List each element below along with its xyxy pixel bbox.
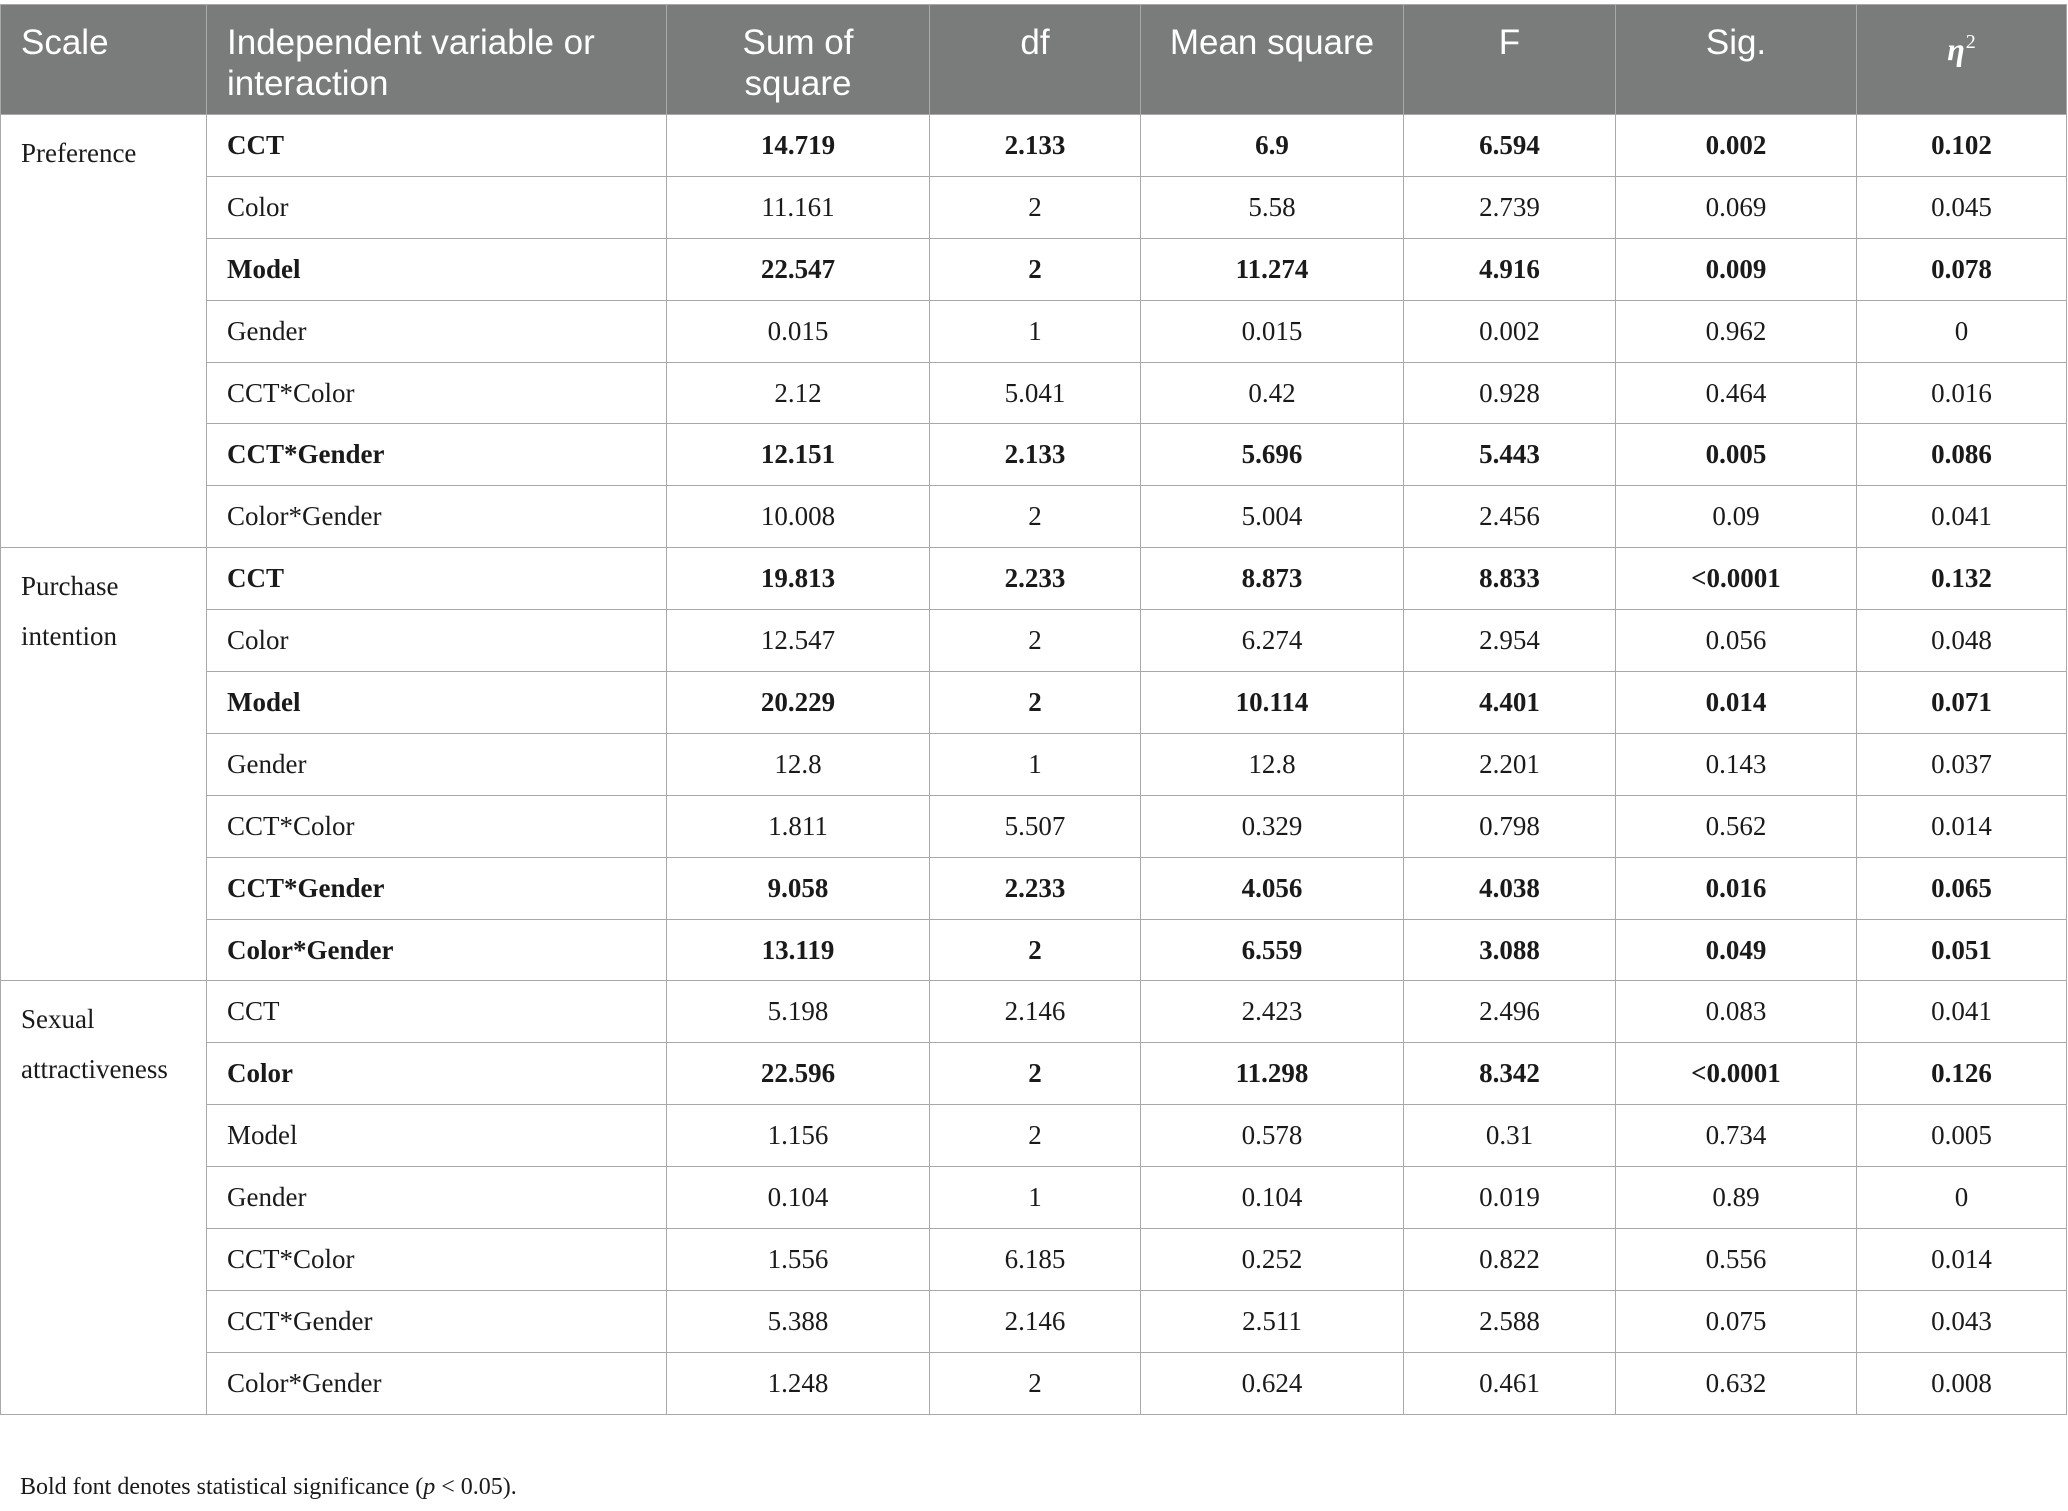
cell-sum-of-square: 0.015	[667, 300, 930, 362]
table-row	[1, 300, 2067, 362]
cell-f: 2.954	[1404, 610, 1616, 672]
cell-mean-square: 0.015	[1141, 300, 1404, 362]
cell-f: 0.461	[1404, 1352, 1616, 1414]
header-sum-of-square: Sum of square	[667, 5, 930, 115]
cell-eta-squared: 0.078	[1857, 238, 2067, 300]
cell-variable: CCT*Color	[207, 1229, 667, 1291]
cell-sum-of-square: 12.547	[667, 610, 930, 672]
cell-f: 0.822	[1404, 1229, 1616, 1291]
cell-sig: 0.014	[1616, 672, 1857, 734]
cell-mean-square: 4.056	[1141, 857, 1404, 919]
cell-f: 2.456	[1404, 486, 1616, 548]
cell-sig: 0.556	[1616, 1229, 1857, 1291]
cell-sig: 0.083	[1616, 981, 1857, 1043]
cell-df: 1	[930, 300, 1141, 362]
cell-df: 2	[930, 672, 1141, 734]
cell-f: 6.594	[1404, 115, 1616, 177]
cell-sig: 0.464	[1616, 362, 1857, 424]
cell-f: 0.798	[1404, 795, 1616, 857]
cell-sum-of-square: 13.119	[667, 919, 930, 981]
cell-variable: CCT*Gender	[207, 857, 667, 919]
cell-eta-squared: 0.014	[1857, 795, 2067, 857]
cell-sum-of-square: 5.198	[667, 981, 930, 1043]
cell-sig: 0.002	[1616, 115, 1857, 177]
table-row	[1, 548, 2067, 610]
cell-mean-square: 0.252	[1141, 1229, 1404, 1291]
cell-f: 3.088	[1404, 919, 1616, 981]
cell-eta-squared: 0	[1857, 300, 2067, 362]
table-row	[1, 1105, 2067, 1167]
cell-variable: CCT*Gender	[207, 1290, 667, 1352]
cell-f: 0.002	[1404, 300, 1616, 362]
cell-eta-squared: 0.065	[1857, 857, 2067, 919]
cell-eta-squared: 0.132	[1857, 548, 2067, 610]
cell-eta-squared: 0.016	[1857, 362, 2067, 424]
cell-eta-squared: 0.102	[1857, 115, 2067, 177]
cell-sig: 0.075	[1616, 1290, 1857, 1352]
cell-variable: Model	[207, 672, 667, 734]
cell-sig: 0.049	[1616, 919, 1857, 981]
cell-variable: Gender	[207, 300, 667, 362]
cell-eta-squared: 0.005	[1857, 1105, 2067, 1167]
table-row	[1, 857, 2067, 919]
cell-mean-square: 6.9	[1141, 115, 1404, 177]
cell-mean-square: 0.624	[1141, 1352, 1404, 1414]
cell-sig: 0.89	[1616, 1167, 1857, 1229]
cell-df: 2	[930, 486, 1141, 548]
cell-f: 8.833	[1404, 548, 1616, 610]
cell-sig: 0.069	[1616, 176, 1857, 238]
cell-sum-of-square: 1.811	[667, 795, 930, 857]
table-row	[1, 981, 2067, 1043]
cell-sig: 0.562	[1616, 795, 1857, 857]
cell-mean-square: 11.274	[1141, 238, 1404, 300]
cell-eta-squared: 0.008	[1857, 1352, 2067, 1414]
cell-df: 5.507	[930, 795, 1141, 857]
cell-df: 2.146	[930, 981, 1141, 1043]
cell-mean-square: 2.511	[1141, 1290, 1404, 1352]
cell-df: 2.233	[930, 857, 1141, 919]
table-body	[1, 115, 2067, 1415]
cell-sum-of-square: 22.596	[667, 1043, 930, 1105]
cell-df: 1	[930, 733, 1141, 795]
cell-scale: Preference	[1, 115, 207, 548]
cell-sig: 0.016	[1616, 857, 1857, 919]
cell-eta-squared: 0.051	[1857, 919, 2067, 981]
cell-sig: <0.0001	[1616, 548, 1857, 610]
cell-df: 2	[930, 1352, 1141, 1414]
cell-f: 0.928	[1404, 362, 1616, 424]
cell-sig: <0.0001	[1616, 1043, 1857, 1105]
table-row	[1, 1043, 2067, 1105]
cell-variable: Color	[207, 610, 667, 672]
table-row	[1, 176, 2067, 238]
cell-df: 2.133	[930, 424, 1141, 486]
cell-mean-square: 6.274	[1141, 610, 1404, 672]
cell-f: 0.31	[1404, 1105, 1616, 1167]
cell-df: 2	[930, 610, 1141, 672]
cell-sum-of-square: 2.12	[667, 362, 930, 424]
cell-f: 2.739	[1404, 176, 1616, 238]
table-row	[1, 795, 2067, 857]
cell-eta-squared: 0.071	[1857, 672, 2067, 734]
cell-df: 2	[930, 176, 1141, 238]
eta-symbol: η	[1947, 31, 1965, 67]
cell-mean-square: 12.8	[1141, 733, 1404, 795]
cell-sum-of-square: 11.161	[667, 176, 930, 238]
cell-variable: Color*Gender	[207, 1352, 667, 1414]
cell-sum-of-square: 12.8	[667, 733, 930, 795]
cell-mean-square: 5.58	[1141, 176, 1404, 238]
cell-eta-squared: 0.045	[1857, 176, 2067, 238]
cell-variable: CCT*Color	[207, 362, 667, 424]
cell-variable: Color	[207, 176, 667, 238]
table-row	[1, 115, 2067, 177]
cell-variable: Color	[207, 1043, 667, 1105]
table-row	[1, 486, 2067, 548]
cell-sig: 0.632	[1616, 1352, 1857, 1414]
eta-superscript: 2	[1965, 31, 1976, 53]
cell-scale: Purchase intention	[1, 548, 207, 981]
table-row	[1, 238, 2067, 300]
cell-sum-of-square: 19.813	[667, 548, 930, 610]
cell-mean-square: 0.104	[1141, 1167, 1404, 1229]
header-independent-variable: Independent variable or interaction	[207, 5, 667, 115]
cell-variable: Color*Gender	[207, 919, 667, 981]
cell-f: 2.588	[1404, 1290, 1616, 1352]
cell-variable: Model	[207, 238, 667, 300]
cell-mean-square: 2.423	[1141, 981, 1404, 1043]
cell-sig: 0.009	[1616, 238, 1857, 300]
cell-eta-squared: 0.041	[1857, 981, 2067, 1043]
table-row	[1, 1229, 2067, 1291]
cell-variable: Model	[207, 1105, 667, 1167]
cell-df: 2	[930, 1105, 1141, 1167]
header-sig: Sig.	[1616, 5, 1857, 115]
cell-df: 2.146	[930, 1290, 1141, 1352]
cell-mean-square: 11.298	[1141, 1043, 1404, 1105]
cell-eta-squared: 0.037	[1857, 733, 2067, 795]
cell-df: 5.041	[930, 362, 1141, 424]
cell-mean-square: 6.559	[1141, 919, 1404, 981]
cell-sum-of-square: 20.229	[667, 672, 930, 734]
cell-sum-of-square: 1.156	[667, 1105, 930, 1167]
cell-variable: Color*Gender	[207, 486, 667, 548]
header-f: F	[1404, 5, 1616, 115]
cell-sig: 0.734	[1616, 1105, 1857, 1167]
cell-eta-squared: 0.043	[1857, 1290, 2067, 1352]
cell-sig: 0.005	[1616, 424, 1857, 486]
header-df: df	[930, 5, 1141, 115]
cell-sum-of-square: 14.719	[667, 115, 930, 177]
cell-df: 2	[930, 238, 1141, 300]
cell-sig: 0.056	[1616, 610, 1857, 672]
cell-df: 2.133	[930, 115, 1141, 177]
footnote-p: p	[423, 1474, 436, 1500]
cell-mean-square: 8.873	[1141, 548, 1404, 610]
cell-sum-of-square: 0.104	[667, 1167, 930, 1229]
cell-sig: 0.09	[1616, 486, 1857, 548]
table-row	[1, 672, 2067, 734]
table-footnote	[20, 1474, 517, 1501]
table-row	[1, 733, 2067, 795]
cell-df: 6.185	[930, 1229, 1141, 1291]
cell-eta-squared: 0.014	[1857, 1229, 2067, 1291]
footnote-prefix: Bold font denotes statistical significance (	[20, 1474, 424, 1500]
cell-eta-squared: 0.126	[1857, 1043, 2067, 1105]
cell-sum-of-square: 22.547	[667, 238, 930, 300]
cell-eta-squared: 0.086	[1857, 424, 2067, 486]
cell-variable: CCT*Color	[207, 795, 667, 857]
cell-sig: 0.962	[1616, 300, 1857, 362]
cell-df: 1	[930, 1167, 1141, 1229]
header-mean-square: Mean square	[1141, 5, 1404, 115]
table-row	[1, 1352, 2067, 1414]
cell-eta-squared: 0.041	[1857, 486, 2067, 548]
cell-eta-squared: 0	[1857, 1167, 2067, 1229]
table-row	[1, 919, 2067, 981]
cell-f: 4.038	[1404, 857, 1616, 919]
table-row	[1, 424, 2067, 486]
cell-mean-square: 0.578	[1141, 1105, 1404, 1167]
table-row	[1, 610, 2067, 672]
cell-variable: CCT*Gender	[207, 424, 667, 486]
header-row	[1, 5, 2067, 115]
cell-sum-of-square: 12.151	[667, 424, 930, 486]
table-header	[1, 5, 2067, 115]
cell-sum-of-square: 9.058	[667, 857, 930, 919]
cell-eta-squared: 0.048	[1857, 610, 2067, 672]
cell-variable: Gender	[207, 1167, 667, 1229]
cell-variable: CCT	[207, 115, 667, 177]
cell-sum-of-square: 5.388	[667, 1290, 930, 1352]
footnote-suffix: < 0.05).	[435, 1474, 517, 1500]
cell-sig: 0.143	[1616, 733, 1857, 795]
cell-variable: CCT	[207, 981, 667, 1043]
anova-table	[0, 4, 2067, 1415]
table-row	[1, 1167, 2067, 1229]
cell-f: 2.201	[1404, 733, 1616, 795]
cell-sum-of-square: 1.248	[667, 1352, 930, 1414]
cell-sum-of-square: 10.008	[667, 486, 930, 548]
cell-df: 2	[930, 919, 1141, 981]
header-eta-squared	[1857, 5, 2067, 115]
cell-mean-square: 10.114	[1141, 672, 1404, 734]
table-row	[1, 1290, 2067, 1352]
cell-mean-square: 0.329	[1141, 795, 1404, 857]
cell-variable: CCT	[207, 548, 667, 610]
cell-f: 4.916	[1404, 238, 1616, 300]
header-scale: Scale	[1, 5, 207, 115]
cell-mean-square: 5.696	[1141, 424, 1404, 486]
cell-f: 8.342	[1404, 1043, 1616, 1105]
cell-f: 4.401	[1404, 672, 1616, 734]
cell-variable: Gender	[207, 733, 667, 795]
cell-f: 2.496	[1404, 981, 1616, 1043]
cell-f: 5.443	[1404, 424, 1616, 486]
cell-mean-square: 5.004	[1141, 486, 1404, 548]
cell-scale: Sexual attractiveness	[1, 981, 207, 1414]
cell-mean-square: 0.42	[1141, 362, 1404, 424]
cell-df: 2.233	[930, 548, 1141, 610]
cell-f: 0.019	[1404, 1167, 1616, 1229]
cell-df: 2	[930, 1043, 1141, 1105]
table-row	[1, 362, 2067, 424]
cell-sum-of-square: 1.556	[667, 1229, 930, 1291]
